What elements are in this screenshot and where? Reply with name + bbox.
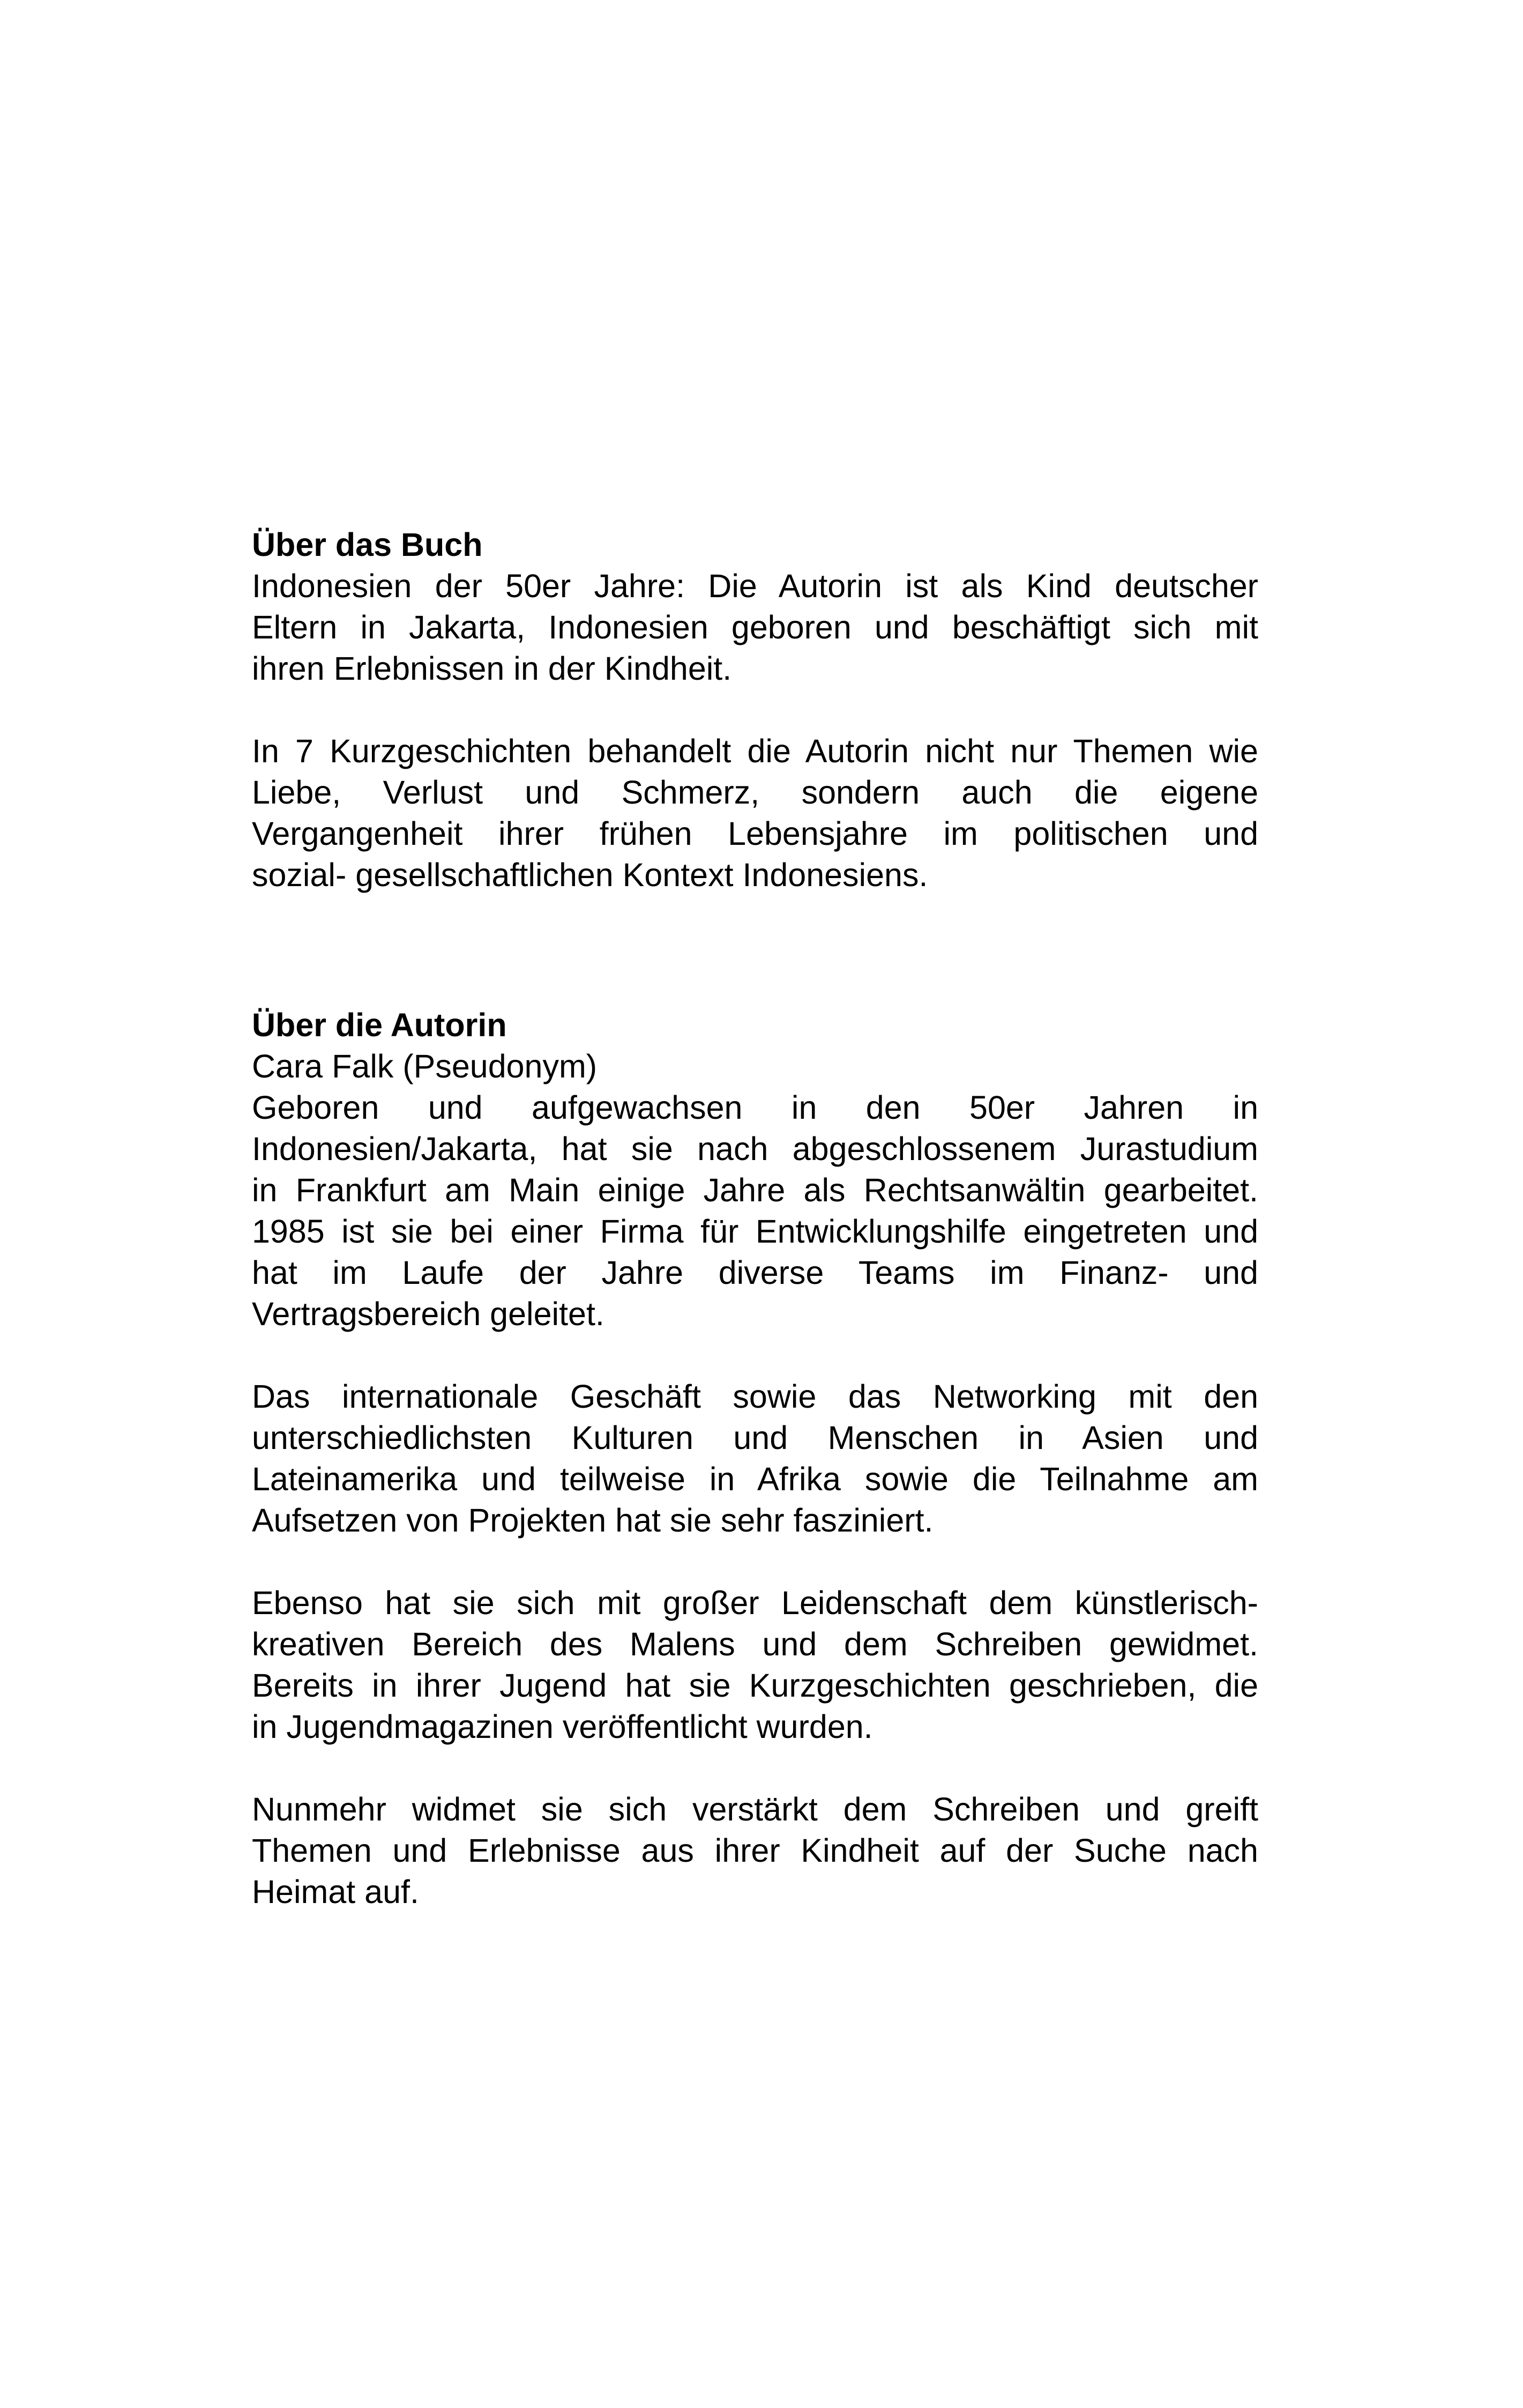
text-line: Liebe, Verlust und Schmerz, sondern auch die eigene xyxy=(252,774,1258,811)
section-spacer xyxy=(252,896,1258,1005)
text-line: Ebenso hat sie sich mit großer Leidenschaft dem künstlerisch- xyxy=(252,1585,1258,1621)
book-paragraph-1 xyxy=(252,566,1258,689)
author-section xyxy=(252,1005,1258,1913)
text-line: In 7 Kurzgeschichten behandelt die Autorin nicht nur Themen wie xyxy=(252,733,1258,769)
paragraph-spacer xyxy=(252,1335,1258,1376)
text-line: Indonesien der 50er Jahre: Die Autorin ist als Kind deutscher xyxy=(252,568,1258,604)
text-line: Bereits in ihrer Jugend hat sie Kurzgeschichten geschrieben, die xyxy=(252,1667,1258,1704)
text-line: in Jugendmagazinen veröffentlicht wurden. xyxy=(252,1708,873,1745)
text-line: Das internationale Geschäft sowie das Networking mit den xyxy=(252,1378,1258,1415)
paragraph-spacer xyxy=(252,689,1258,731)
book-section xyxy=(252,524,1258,896)
author-paragraph-2 xyxy=(252,1376,1258,1541)
text-line: Lateinamerika und teilweise in Afrika sowie die Teilnahme am xyxy=(252,1461,1258,1497)
text-line: Eltern in Jakarta, Indonesien geboren und beschäftigt sich mit xyxy=(252,609,1258,645)
text-line: Themen und Erlebnisse aus ihrer Kindheit auf der Suche nach xyxy=(252,1832,1258,1869)
text-line: 1985 ist sie bei einer Firma für Entwicklungshilfe eingetreten und xyxy=(252,1213,1258,1250)
text-line: Indonesien/Jakarta, hat sie nach abgeschlossenem Jurastudium xyxy=(252,1131,1258,1167)
text-line: unterschiedlichsten Kulturen und Menschen in Asien und xyxy=(252,1419,1258,1456)
text-line: sozial- gesellschaftlichen Kontext Indonesiens. xyxy=(252,857,928,893)
author-section-heading: Über die Autorin xyxy=(252,1007,507,1043)
book-paragraph-2 xyxy=(252,731,1258,896)
author-paragraph-4 xyxy=(252,1789,1258,1913)
book-section-heading: Über das Buch xyxy=(252,526,483,563)
text-line: hat im Laufe der Jahre diverse Teams im Finanz- und xyxy=(252,1254,1258,1291)
author-paragraph-1 xyxy=(252,1087,1258,1335)
text-line: Aufsetzen von Projekten hat sie sehr fasziniert. xyxy=(252,1502,934,1539)
paragraph-spacer xyxy=(252,1541,1258,1582)
text-line: kreativen Bereich des Malens und dem Schreiben gewidmet. xyxy=(252,1626,1258,1662)
text-line: ihren Erlebnissen in der Kindheit. xyxy=(252,650,732,687)
paragraph-spacer xyxy=(252,1748,1258,1789)
text-line: Vergangenheit ihrer frühen Lebensjahre im politischen und xyxy=(252,815,1258,852)
page-content xyxy=(252,524,1258,1913)
author-paragraph-3 xyxy=(252,1582,1258,1748)
text-line: Geboren und aufgewachsen in den 50er Jahren in xyxy=(252,1089,1258,1126)
text-line: Nunmehr widmet sie sich verstärkt dem Schreiben und greift xyxy=(252,1791,1258,1827)
text-line: Vertragsbereich geleitet. xyxy=(252,1296,604,1332)
author-name-line: Cara Falk (Pseudonym) xyxy=(252,1048,598,1084)
text-line: Heimat auf. xyxy=(252,1874,419,1910)
text-line: in Frankfurt am Main einige Jahre als Rechtsanwältin gearbeitet. xyxy=(252,1172,1258,1208)
